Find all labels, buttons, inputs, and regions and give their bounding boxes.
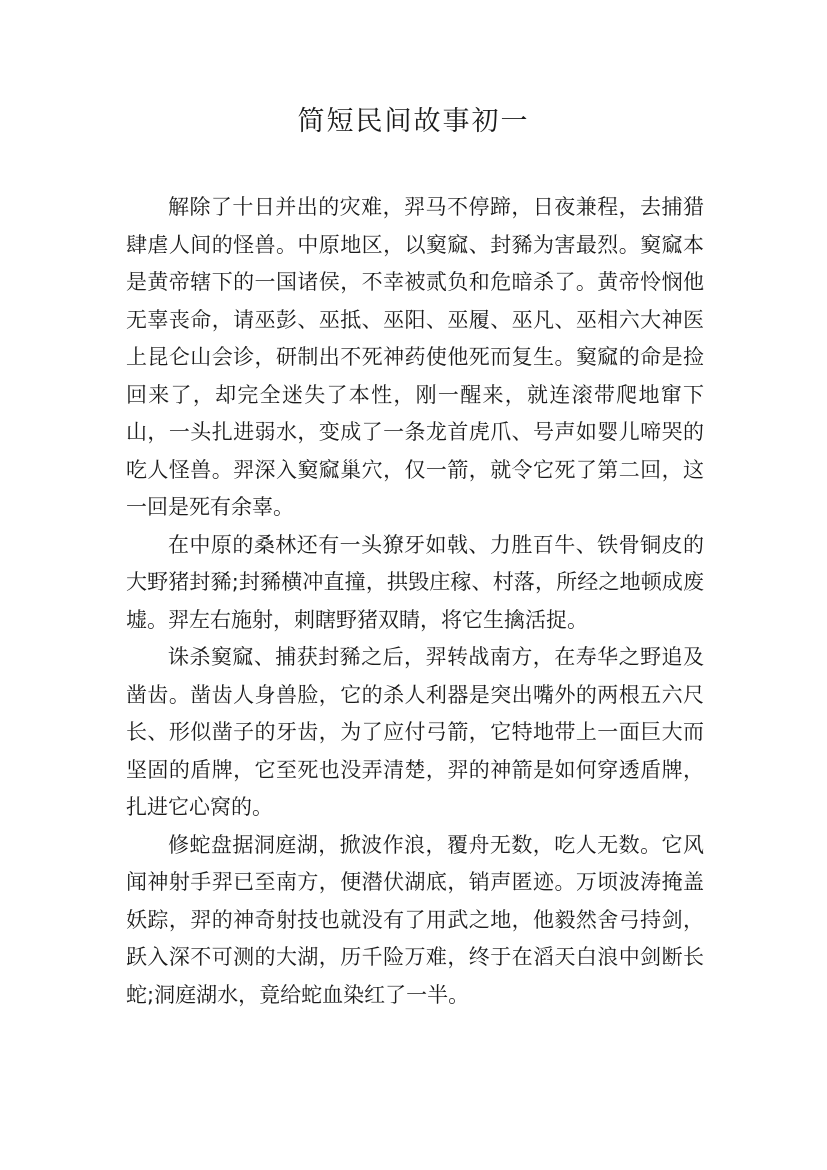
document-body	[126, 189, 704, 1014]
paragraph: 在中原的桑林还有一头獠牙如戟、力胜百牛、铁骨铜皮的大野猪封豨;封豨横冲直撞，拱毁庄稼、村落，所经之地顿成废墟。羿左右施射，刺瞎野猪双睛，将它生擒活捉。	[126, 532, 704, 632]
paragraph: 修蛇盘据洞庭湖，掀波作浪，覆舟无数，吃人无数。它风闻神射手羿已至南方，便潜伏湖底，销声匿迹。万顷波涛掩盖妖踪，羿的神奇射技也就没有了用武之地，他毅然舍弓持剑，跃入深不可测的大湖，历千险万难，终于在滔天白浪中剑断长蛇;洞庭湖水，竟给蛇血染红了一半。	[126, 832, 704, 1007]
document-title: 简短民间故事初一	[297, 106, 530, 137]
paragraph: 诛杀窫窳、捕获封豨之后，羿转战南方，在寿华之野追及凿齿。凿齿人身兽脸，它的杀人利器是突出嘴外的两根五六尺长、形似凿子的牙齿，为了应付弓箭，它特地带上一面巨大而坚固的盾牌，它至死也没弄清楚，羿的神箭是如何穿透盾牌，扎进它心窝的。	[126, 645, 704, 819]
paragraph: 解除了十日并出的灾难，羿马不停蹄，日夜兼程，去捕猎肆虐人间的怪兽。中原地区，以窫窳、封豨为害最烈。窫窳本是黄帝辖下的一国诸侯，不幸被贰负和危暗杀了。黄帝怜悯他无辜丧命，请巫彭、巫抵、巫阳、巫履、巫凡、巫相六大神医上昆仑山会诊，研制出不死神药使他死而复生。窫窳的命是捡回来了，却完全迷失了本性，刚一醒来，就连滚带爬地窜下山，一头扎进弱水，变成了一条龙首虎爪、号声如婴儿啼哭的吃人怪兽。羿深入窫窳巢穴，仅一箭，就令它死了第二回，这一回是死有余辜。	[126, 195, 704, 519]
